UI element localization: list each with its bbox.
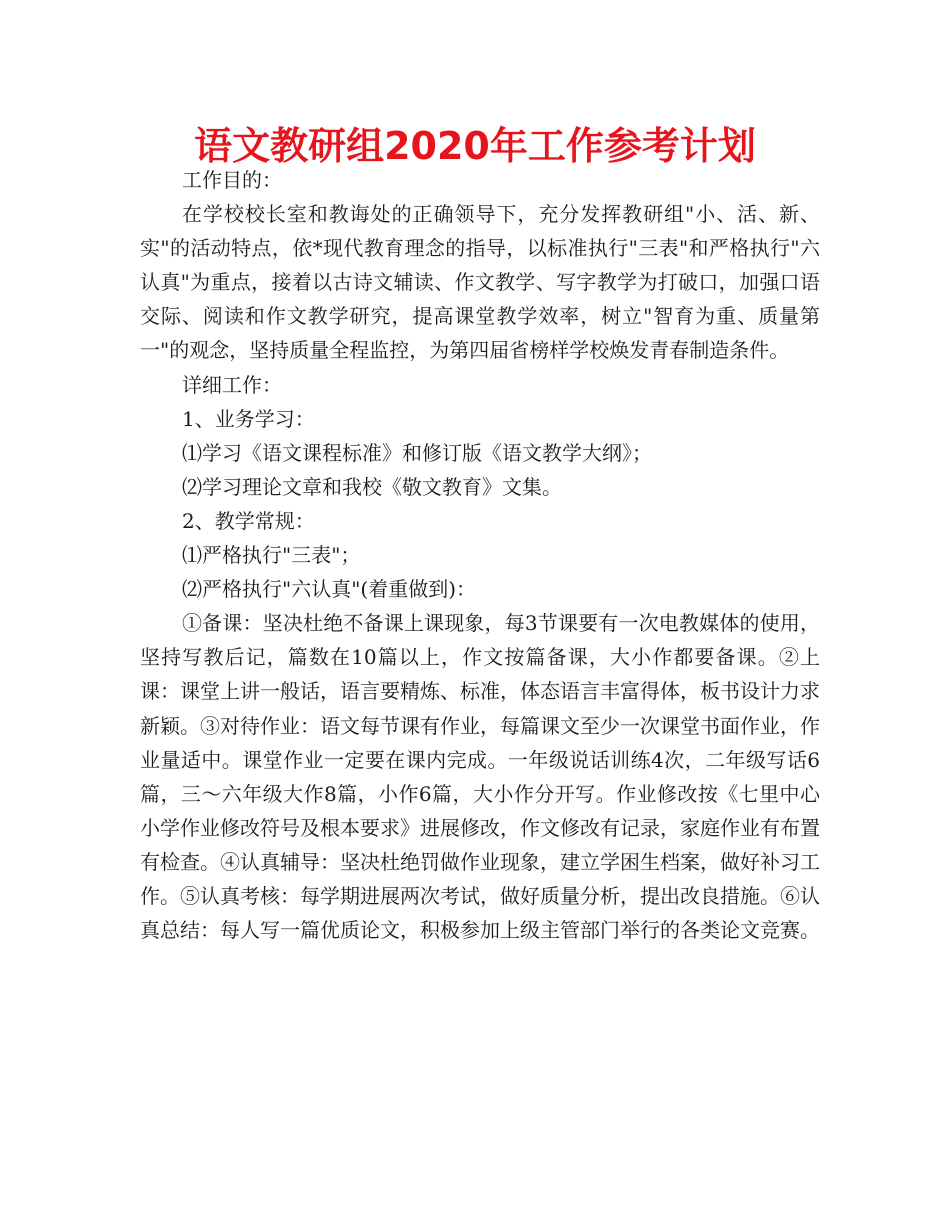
paragraph-goal-text: 在学校校长室和教诲处的正确领导下，充分发挥教研组"小、活、新、实"的活动特点，依*现代教育理念的指导，以标准执行"三表"和严格执行"六认真"为重点，接着以古诗文辅读、作文教学、写字教学为打破口，加强口语交际、阅读和作文教学研究，提高课堂教学效率，树立"智育为重、质量第一"的观念，坚持质量全程监控，为第四届省榜样学校焕发青春制造条件。 [140,202,820,363]
list-item-routine-2: ⑵严格执行"六认真"(着重做到)： [182,577,477,602]
list-item-study-1: ⑴学习《语文课程标准》和修订版《语文教学大纲》； [182,440,652,465]
section-heading-routine: 2、教学常规： [182,508,315,533]
list-item-routine-1: ⑴严格执行"三表"； [182,543,361,568]
paragraph-detail-heading: 详细工作： [182,372,282,397]
paragraph-goal-heading: 工作目的： [182,168,282,192]
paragraph-routine-details: ①备课：坚决杜绝不备课上课现象，每3节课要有一次电教媒体的使用，坚持写教后记，篇数在10篇以上，作文按篇备课，大小作都要备课。②上课：课堂上讲一般话，语言要精炼、标准，体态语言丰富得体，板书设计力求新颖。③对待作业：语文每节课有作业，每篇课文至少一次课堂书面作业，作业量适中。课堂作业一定要在课内完成。一年级说话训练4次，二年级写话6篇，三～六年级大作8篇，小作6篇，大小作分开写。作业修改按《七里中心小学作业修改符号及根本要求》进展修改，作文修改有记录，家庭作业有布置有检查。④认真辅导：坚决杜绝罚做作业现象，建立学困生档案，做好补习工作。⑤认真考核：每学期进展两次考试，做好质量分析，提出改良措施。⑥认真总结：每人写一篇优质论文，积极参加上级主管部门举行的各类论文竞赛。 [140,611,820,943]
document-title: 语文教研组2020年工作参考计划 [194,124,756,168]
section-heading-study: 1、业务学习： [182,406,315,431]
list-item-study-2: ⑵学习理论文章和我校《敬文教育》文集。 [182,474,562,499]
document-body [140,163,820,947]
